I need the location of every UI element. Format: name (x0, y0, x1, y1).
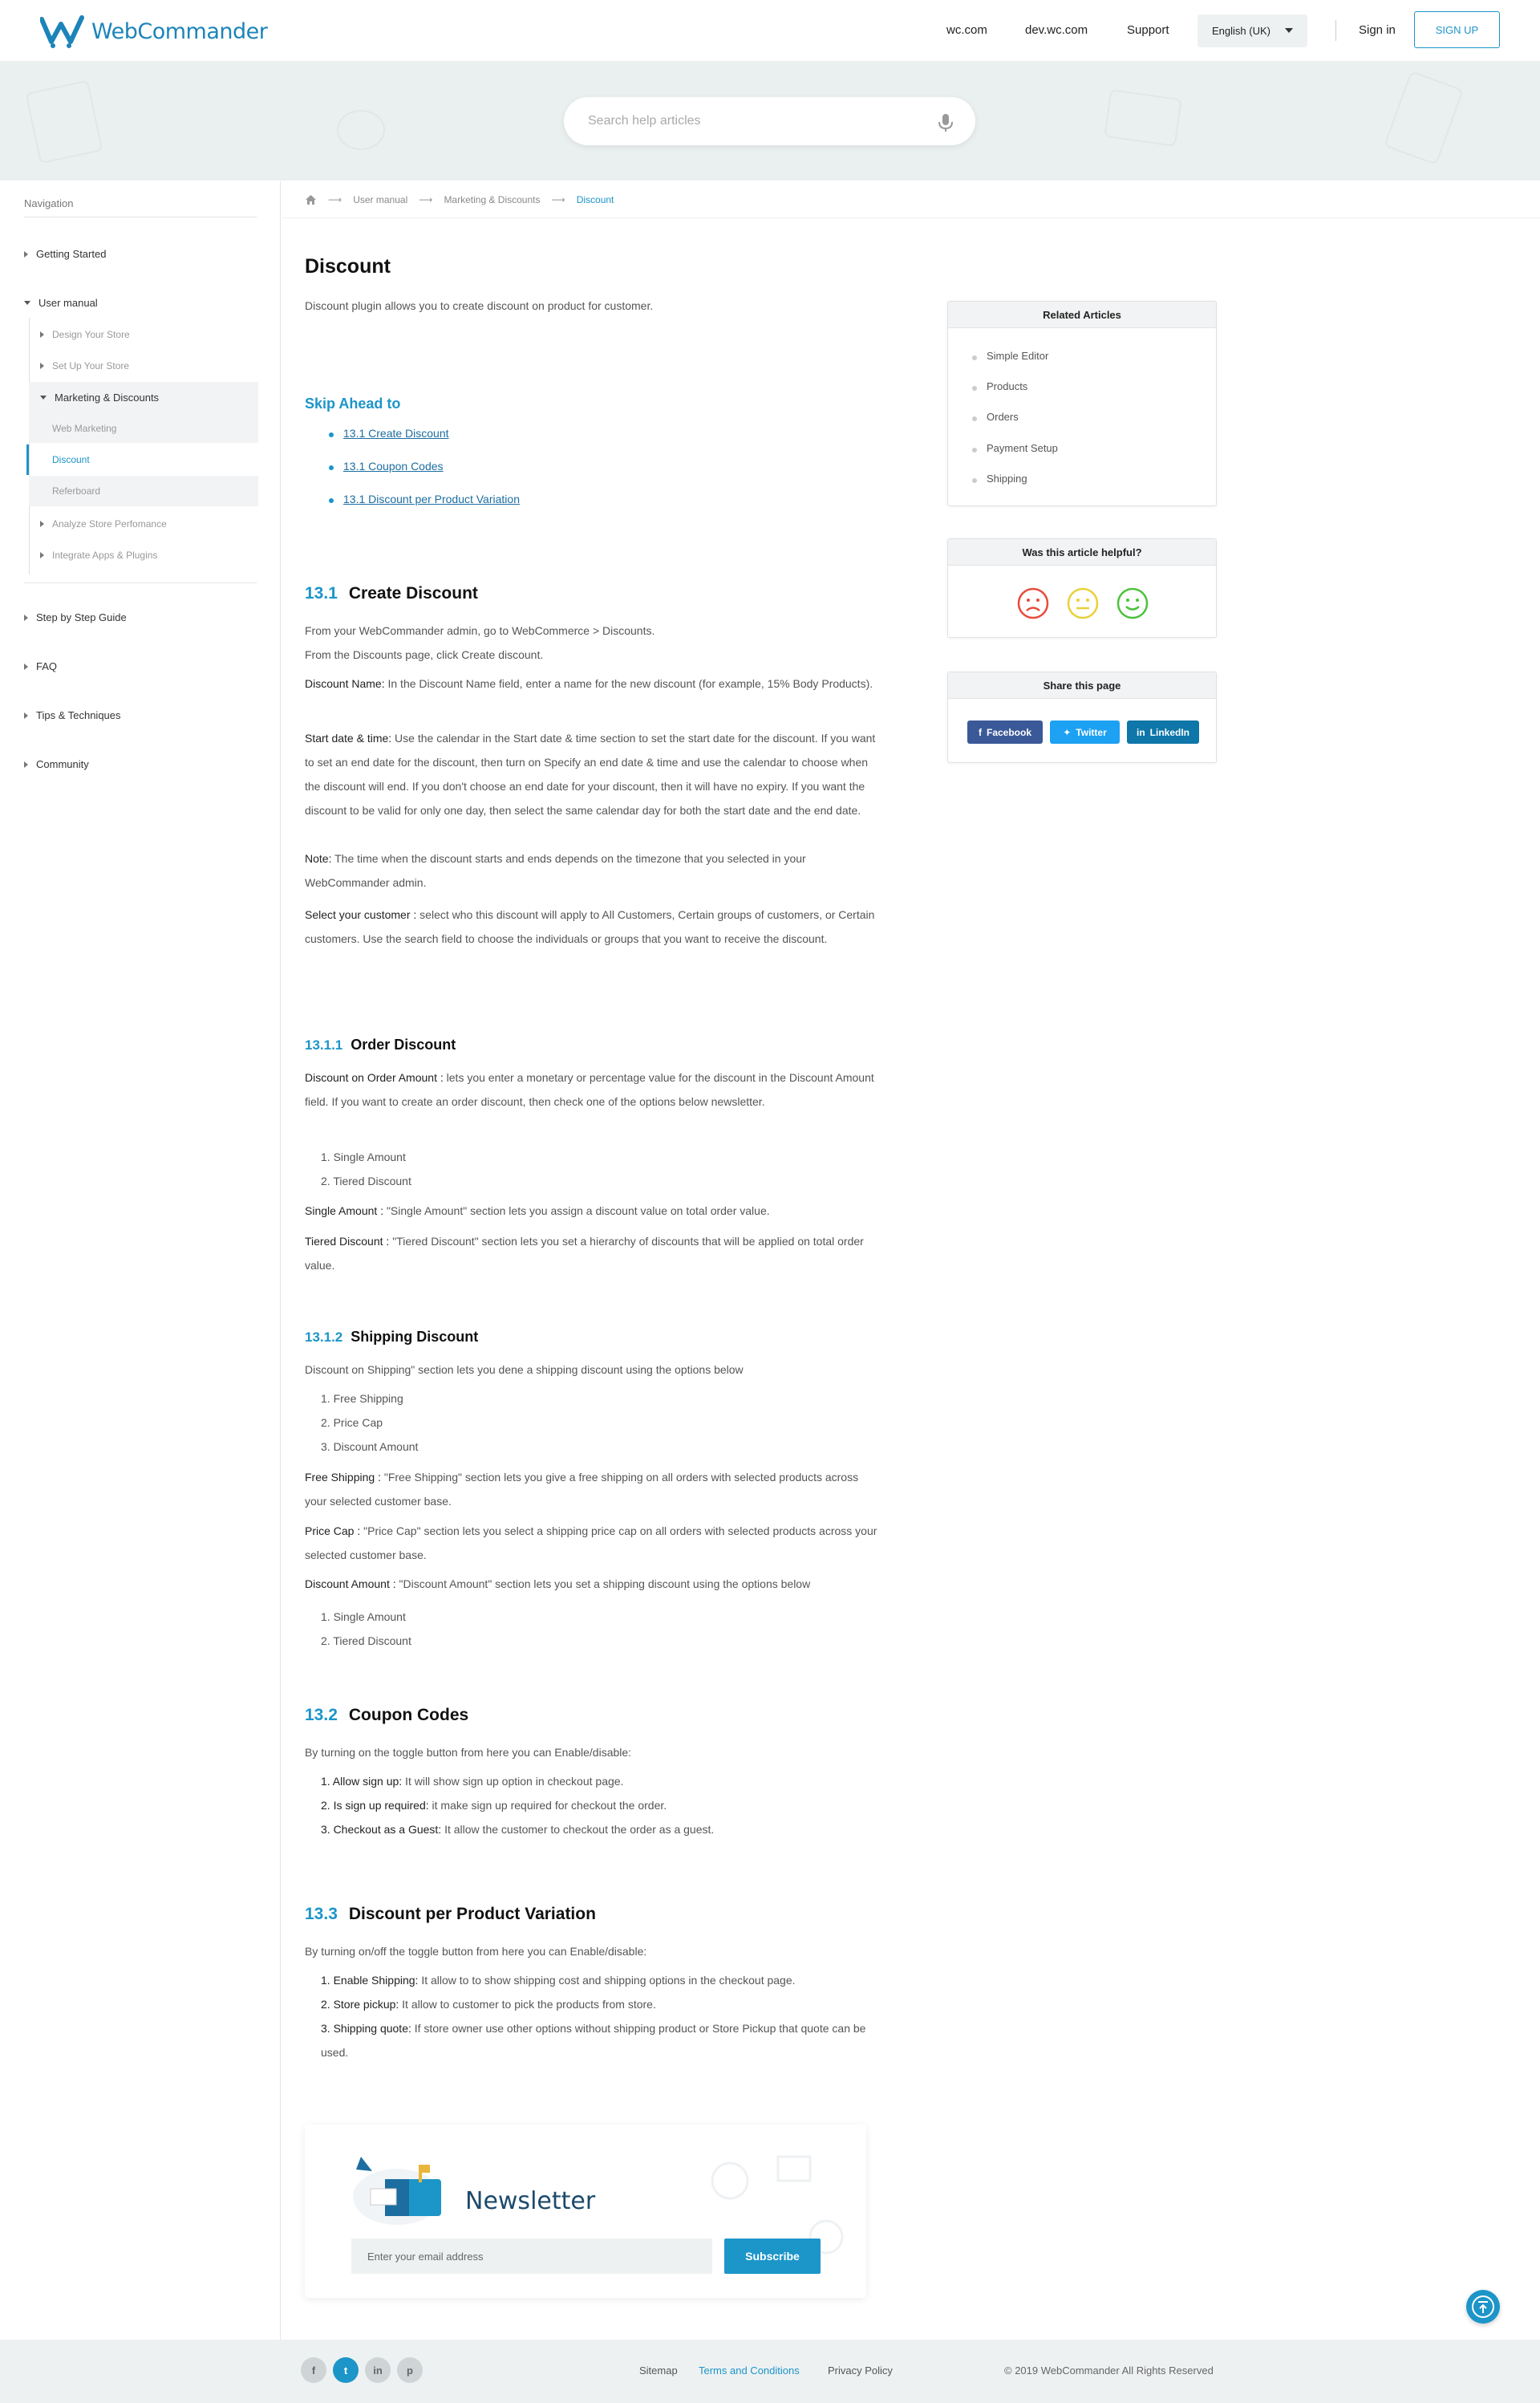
list-item: 3. Checkout as a Guest: It allow the customer to checkout the order as a guest. (321, 1823, 715, 1836)
site-header (0, 0, 1540, 62)
sidebar (0, 181, 281, 2340)
arrow-right-icon: ⟶ (419, 194, 433, 205)
related-link-payment-setup[interactable]: Payment Setup (987, 442, 1058, 454)
sidebar-title: Navigation (24, 197, 74, 209)
section-heading-order-discount (305, 1037, 456, 1053)
facebook-icon[interactable]: f (301, 2357, 326, 2383)
sad-face-icon[interactable] (1017, 587, 1049, 619)
language-label: English (UK) (1212, 25, 1270, 37)
breadcrumb-discount: Discount (576, 194, 614, 205)
twitter-icon: ✦ (1063, 726, 1072, 738)
sidebar-item-integrate-apps[interactable] (40, 550, 157, 561)
section-title: Discount per Product Variation (348, 1905, 596, 1923)
decor-shape (26, 80, 103, 164)
list-item: 3. Discount Amount (321, 1440, 419, 1453)
sidebar-item-community[interactable] (24, 758, 89, 770)
sidebar-item-label: Discount (52, 454, 90, 465)
paragraph: By turning on the toggle button from here you can Enable/disable: (305, 1746, 632, 1759)
paragraph: From your WebCommander admin, go to WebCommerce > Discounts. (305, 624, 655, 637)
list-item: 2. Price Cap (321, 1416, 383, 1429)
section-heading-shipping-discount (305, 1329, 478, 1346)
sidebar-item-set-up-your-store[interactable] (40, 360, 129, 371)
sidebar-item-getting-started[interactable] (24, 248, 106, 260)
bullet-icon (329, 432, 334, 437)
paragraph: Discount on Shipping" section lets you dene a shipping discount using the options below (305, 1363, 744, 1376)
caret-down-icon (1285, 28, 1293, 33)
caret-right-icon (40, 521, 44, 527)
bullet-icon (972, 478, 977, 483)
related-link-shipping[interactable]: Shipping (987, 473, 1027, 485)
skip-link-coupon-codes[interactable]: 13.1 Coupon Codes (343, 460, 444, 473)
footer-link-privacy[interactable]: Privacy Policy (828, 2364, 893, 2377)
paragraph-discount-amount: Discount Amount : "Discount Amount" section lets you set a shipping discount using the options below (305, 1577, 811, 1590)
twitter-icon[interactable]: t (333, 2357, 359, 2383)
bullet-icon (972, 416, 977, 421)
list-item: 2. Store pickup: It allow to customer to pick the products from store. (321, 1998, 656, 2011)
mailbox-icon (353, 2149, 457, 2229)
nav-wc-com[interactable]: wc.com (946, 23, 987, 37)
list-item: 1. Single Amount (321, 1610, 406, 1623)
related-articles-card (947, 301, 1217, 506)
breadcrumb-marketing[interactable]: Marketing & Discounts (444, 194, 541, 205)
list-item: 2. Tiered Discount (321, 1175, 411, 1187)
decor-shape (1104, 89, 1181, 147)
section-number: 13.1 (305, 584, 338, 603)
card-title: Share this page (948, 672, 1216, 699)
related-link-products[interactable]: Products (987, 380, 1028, 392)
neutral-face-icon[interactable] (1067, 587, 1099, 619)
logo-icon (40, 14, 85, 48)
skip-ahead-title: Skip Ahead to (305, 396, 401, 412)
paragraph-note: Note: The time when the discount starts and ends depends on the timezone that you selected in your WebCommander admin. (305, 852, 806, 889)
sidebar-item-marketing-discounts[interactable] (40, 392, 159, 404)
paragraph-single-amount: Single Amount : "Single Amount" section lets you assign a discount value on total order value. (305, 1204, 770, 1217)
microphone-icon[interactable] (937, 113, 954, 132)
sidebar-item-tips[interactable] (24, 709, 121, 721)
related-link-simple-editor[interactable]: Simple Editor (987, 350, 1049, 362)
hero-banner (0, 62, 1540, 181)
skip-link-create-discount[interactable]: 13.1 Create Discount (343, 427, 449, 440)
caret-right-icon (24, 251, 28, 258)
footer-link-sitemap[interactable]: Sitemap (639, 2364, 678, 2377)
header-divider (1335, 20, 1336, 41)
site-footer (0, 2340, 1540, 2403)
sidebar-item-label: Marketing & Discounts (55, 392, 160, 404)
logo[interactable] (40, 14, 267, 48)
signup-button[interactable]: SIGN UP (1414, 11, 1500, 48)
happy-face-icon[interactable] (1116, 587, 1149, 619)
sidebar-item-label: User manual (38, 297, 98, 309)
section-number: 13.1.1 (305, 1037, 343, 1053)
sidebar-item-step-by-step[interactable] (24, 611, 127, 623)
caret-down-icon (40, 396, 47, 400)
caret-right-icon (40, 363, 44, 369)
list-item: 1. Enable Shipping: It allow to to show shipping cost and shipping options in the checkout page. (321, 1974, 796, 1987)
bullet-icon (329, 465, 334, 470)
newsletter-title: Newsletter (465, 2187, 596, 2215)
sidebar-item-faq[interactable] (24, 660, 57, 672)
pinterest-icon[interactable]: p (397, 2357, 423, 2383)
section-title: Coupon Codes (348, 1706, 469, 1724)
section-title: Create Discount (348, 584, 478, 603)
facebook-icon: f (978, 726, 982, 738)
paragraph-order-amount: Discount on Order Amount : lets you enter a monetary or percentage value for the discount in the Discount Amount field. If you want to create an order discount, then check one of the options below newsletter. (305, 1071, 874, 1108)
nav-dev-wc-com[interactable]: dev.wc.com (1025, 23, 1088, 37)
paragraph: From the Discounts page, click Create discount. (305, 648, 544, 661)
share-twitter-button[interactable] (1050, 720, 1120, 744)
sidebar-item-discount[interactable] (52, 454, 90, 465)
caret-right-icon (40, 331, 44, 338)
bullet-icon (329, 498, 334, 503)
sidebar-item-label: Integrate Apps & Plugins (52, 550, 158, 561)
sidebar-item-label: Tips & Techniques (36, 709, 121, 721)
caret-right-icon (24, 664, 28, 670)
button-label: LinkedIn (1149, 726, 1189, 738)
related-link-orders[interactable]: Orders (987, 411, 1019, 423)
list-item: 1. Free Shipping (321, 1392, 403, 1405)
divider (24, 582, 257, 583)
section-heading-product-variation (305, 1905, 596, 1924)
divider (282, 217, 1540, 218)
page-title: Discount (305, 255, 391, 278)
list-item: 1. Single Amount (321, 1151, 406, 1163)
paragraph-tiered-discount: Tiered Discount : "Tiered Discount" section lets you set a hierarchy of discounts that will be applied on total order value. (305, 1235, 864, 1272)
button-label: Facebook (986, 726, 1031, 738)
skip-link-product-variation[interactable]: 13.1 Discount per Product Variation (343, 493, 520, 505)
share-card (947, 672, 1217, 763)
section-heading-create-discount (305, 584, 478, 603)
paragraph: By turning on/off the toggle button from here you can Enable/disable: (305, 1945, 647, 1958)
paragraph-select-customer: Select your customer : select who this discount will apply to All Customers, Certain groups of customers, or Certain customers. Use the search field to choose the individuals or groups that you want to receive the discount. (305, 908, 875, 945)
list-item: 2. Is sign up required: it make sign up required for checkout the order. (321, 1799, 667, 1812)
paragraph-free-shipping: Free Shipping : "Free Shipping" section lets you give a free shipping on all orders with selected products across your selected customer base. (305, 1471, 859, 1508)
sidebar-item-referboard[interactable] (52, 485, 100, 497)
language-select[interactable] (1198, 14, 1307, 47)
caret-right-icon (24, 761, 28, 768)
decor-shape (1384, 71, 1464, 165)
button-label: Twitter (1076, 726, 1107, 738)
section-number: 13.2 (305, 1706, 338, 1724)
paragraph-discount-name: Discount Name: In the Discount Name field, enter a name for the new discount (for example, 15% Body Products). (305, 677, 873, 690)
breadcrumb (305, 194, 614, 205)
bullet-icon (972, 386, 977, 391)
sidebar-item-label: Web Marketing (52, 423, 117, 434)
tree-line (29, 318, 30, 574)
sidebar-item-user-manual[interactable] (24, 297, 98, 309)
sidebar-item-label: FAQ (36, 660, 58, 672)
arrow-right-icon: ⟶ (551, 194, 565, 205)
subscribe-button[interactable]: Subscribe (724, 2239, 821, 2274)
share-linkedin-button[interactable] (1127, 720, 1199, 744)
paragraph-price-cap: Price Cap : "Price Cap" section lets you select a shipping price cap on all orders with selected products across your selected customer base. (305, 1524, 877, 1561)
search-input[interactable] (564, 97, 975, 145)
share-facebook-button[interactable] (967, 720, 1043, 744)
footer-link-terms[interactable]: Terms and Conditions (699, 2364, 800, 2377)
decor-shape (337, 110, 385, 150)
active-indicator (26, 444, 29, 475)
linkedin-icon[interactable]: in (365, 2357, 391, 2383)
newsletter-box (305, 2125, 866, 2298)
arrow-right-icon: ⟶ (328, 194, 342, 205)
paragraph-start-date: Start date & time: Use the calendar in the Start date & time section to set the start date for the discount. If you want to set an end date for the discount, then turn on Specify an end date & time and use the calendar to choose when the discount will end. If you don't choose an end date for your discount, then it will have no expiry. If you want the discount to be valid for only one day, then select the same calendar day for both the start date and the end date. (305, 732, 876, 817)
nav-support[interactable]: Support (1127, 23, 1169, 37)
sidebar-item-label: Design Your Store (52, 329, 130, 340)
caret-right-icon (24, 615, 28, 621)
section-number: 13.1.2 (305, 1329, 343, 1345)
sidebar-item-label: Community (36, 758, 89, 770)
home-icon[interactable] (305, 194, 317, 205)
sidebar-item-label: Set Up Your Store (52, 360, 130, 371)
sidebar-item-label: Analyze Store Perfomance (52, 518, 167, 530)
bullet-icon (972, 355, 977, 360)
helpful-card (947, 538, 1217, 638)
copyright: © 2019 WebCommander All Rights Reserved (1004, 2364, 1214, 2377)
bullet-icon (972, 448, 977, 453)
breadcrumb-user-manual[interactable]: User manual (353, 194, 408, 205)
caret-right-icon (24, 712, 28, 719)
arrow-up-icon (1466, 2290, 1500, 2324)
sidebar-item-label: Getting Started (36, 248, 107, 260)
section-heading-coupon-codes (305, 1706, 468, 1725)
card-title: Related Articles (948, 302, 1216, 328)
list-item: 2. Tiered Discount (321, 1634, 411, 1647)
sidebar-item-web-marketing[interactable] (52, 423, 116, 434)
list-item: 3. Shipping quote: If store owner use other options without shipping product or Store Pickup that quote can be used. (321, 2022, 866, 2059)
logo-text: WebCommander (91, 18, 268, 44)
sidebar-item-label: Referboard (52, 485, 101, 497)
list-item: 1. Allow sign up: It will show sign up option in checkout page. (321, 1775, 624, 1788)
article-intro: Discount plugin allows you to create discount on product for customer. (305, 299, 654, 312)
section-number: 13.3 (305, 1905, 338, 1923)
linkedin-icon: in (1136, 726, 1145, 738)
newsletter-email-input[interactable] (351, 2239, 712, 2274)
sidebar-item-analyze-store[interactable] (40, 518, 167, 530)
caret-down-icon (24, 301, 30, 305)
caret-right-icon (40, 552, 44, 558)
back-to-top-button[interactable] (1466, 2290, 1500, 2324)
sidebar-item-design-your-store[interactable] (40, 329, 130, 340)
section-title: Order Discount (351, 1037, 456, 1053)
card-title: Was this article helpful? (948, 539, 1216, 566)
signin-link[interactable]: Sign in (1359, 23, 1396, 37)
sidebar-item-label: Step by Step Guide (36, 611, 127, 623)
section-title: Shipping Discount (351, 1329, 479, 1345)
